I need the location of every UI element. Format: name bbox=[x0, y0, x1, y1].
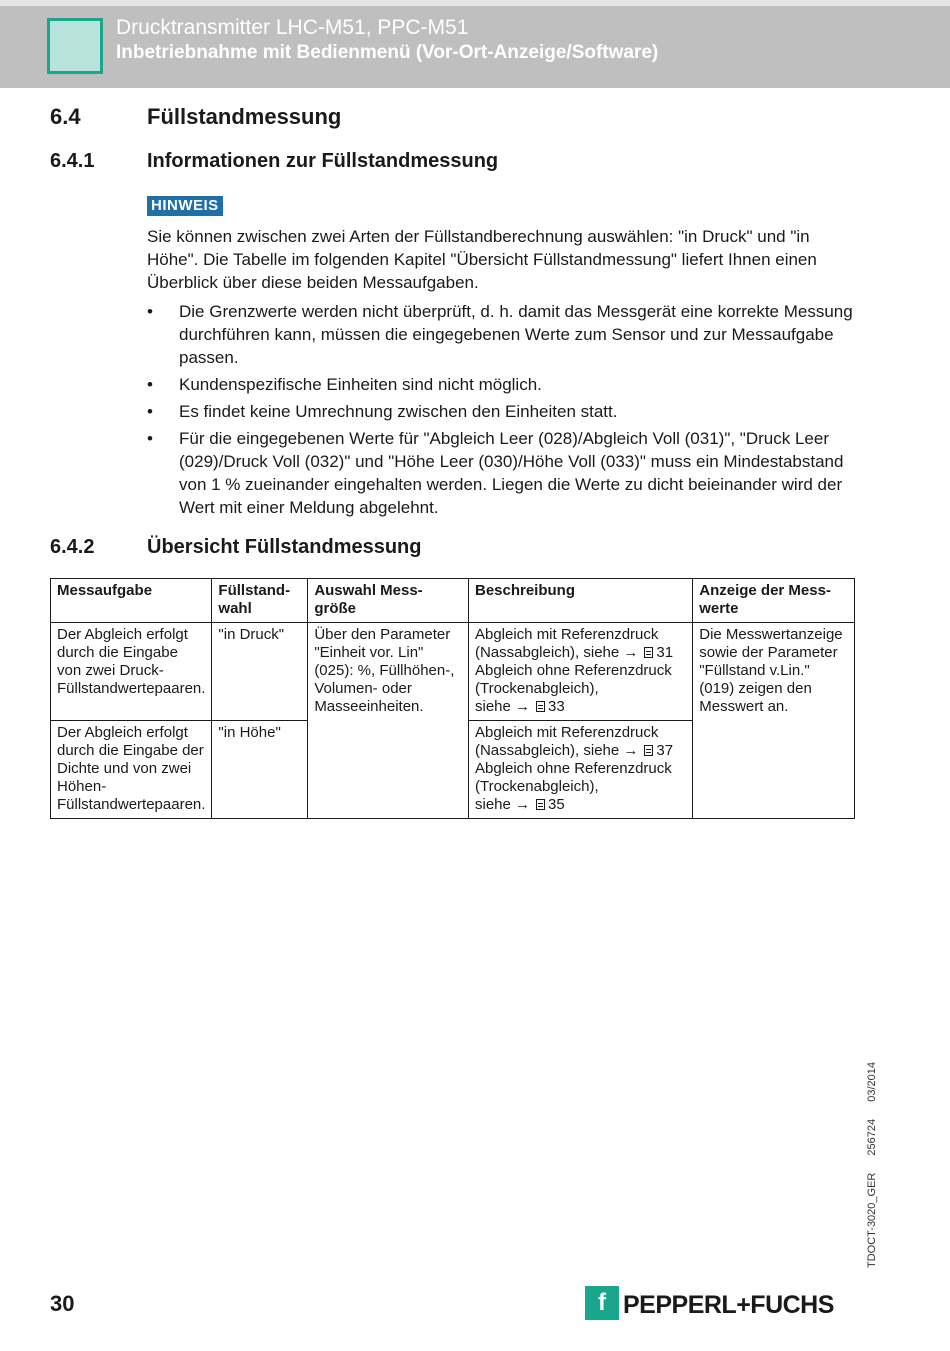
level-choice-cell: "in Höhe" bbox=[212, 721, 308, 819]
intro-paragraph: Sie können zwischen zwei Arten der Füllstandberechnung auswählen: "in Druck" und "in Höhe". Die Tabelle im folgenden Kapitel "Übersicht Füllstandmessung" liefert Ihnen einen Überblick über diese beiden Messaufgaben. bbox=[147, 227, 817, 292]
description-cell bbox=[468, 721, 692, 819]
task-cell: Der Abgleich erfolgt durch die Eingabe von zwei Druck-Füllstandwertepaaren. bbox=[51, 623, 212, 721]
level-measurement-overview-table bbox=[50, 578, 855, 819]
document-date: 03/2014 bbox=[866, 1062, 878, 1102]
description-line bbox=[475, 644, 686, 662]
column-header: Messaufgabe bbox=[51, 579, 212, 623]
unit-selection-cell: Über den Parameter "Einheit vor. Lin" (025): %, Füllhöhen-, Volumen- oder Masseeinheiten. bbox=[308, 623, 469, 819]
document-info bbox=[866, 1018, 878, 1268]
column-header: Beschreibung bbox=[468, 579, 692, 623]
section-number: 6.4.2 bbox=[50, 536, 95, 558]
page-reference-icon bbox=[536, 701, 545, 712]
list-item bbox=[147, 300, 857, 369]
header-title: Drucktransmitter LHC-M51, PPC-M51 bbox=[116, 16, 469, 39]
section-title: Informationen zur Füllstandmessung bbox=[147, 150, 499, 172]
column-header: Auswahl Mess-größe bbox=[308, 579, 469, 623]
table-header-row bbox=[51, 579, 855, 623]
bullet-icon: • bbox=[147, 402, 153, 421]
task-cell: Der Abgleich erfolgt durch die Eingabe der Dichte und von zwei Höhen-Füllstandwertepaaren. bbox=[51, 721, 212, 819]
description-text: (Nassabgleich), siehe bbox=[474, 742, 620, 759]
document-id: TDOCT-3020_GER bbox=[866, 1172, 878, 1268]
description-line bbox=[475, 796, 686, 814]
brand-name: PEPPERL+FUCHS bbox=[623, 1291, 834, 1319]
arrow-icon: → bbox=[515, 698, 531, 715]
description-line: (Trockenabgleich), bbox=[474, 778, 599, 795]
list-item bbox=[147, 373, 857, 396]
list-item-text: Für die eingegebenen Werte für "Abgleich Leer (028)/Abgleich Voll (031)", "Druck Leer (029)/Druck Voll (032)" und "Höhe Leer (030)/Höhe Voll (033)" muss ein Mindestabstand von 1 % zueinander eingehalten werden. Liegen die Werte zu dicht beieinander wird der Wert mit einer Meldung abgelehnt. bbox=[179, 429, 844, 517]
notes-list bbox=[147, 300, 857, 523]
section-title: Füllstandmessung bbox=[147, 104, 342, 129]
bullet-icon: • bbox=[147, 429, 153, 448]
table-row bbox=[51, 623, 855, 721]
description-line: (Trockenabgleich), bbox=[474, 680, 599, 697]
description-cell bbox=[468, 623, 692, 721]
header-subtitle: Inbetriebnahme mit Bedienmenü (Vor-Ort-Anzeige/Software) bbox=[116, 42, 659, 63]
page-reference-icon bbox=[644, 745, 653, 756]
page-reference-link[interactable]: 31 bbox=[656, 644, 674, 661]
notice-badge: HINWEIS bbox=[147, 196, 223, 216]
brand-logo bbox=[585, 1286, 857, 1320]
page-reference-icon bbox=[644, 647, 653, 658]
section-number: 6.4.1 bbox=[50, 150, 95, 172]
bullet-icon: • bbox=[147, 375, 153, 394]
description-text: siehe bbox=[474, 698, 511, 715]
description-line: Abgleich ohne Referenzdruck bbox=[474, 760, 672, 777]
arrow-icon: → bbox=[515, 796, 531, 813]
list-item-text: Die Grenzwerte werden nicht überprüft, d. h. damit das Messgerät eine korrekte Messung durchführen kann, müssen die eingegebenen Werte zum Sensor und zur Messaufgabe passen. bbox=[179, 302, 853, 367]
description-line bbox=[475, 742, 686, 760]
section-number: 6.4 bbox=[50, 104, 81, 129]
header-top-strip bbox=[0, 0, 950, 6]
page-header bbox=[0, 0, 950, 88]
description-text: siehe bbox=[474, 796, 511, 813]
description-text: (Nassabgleich), siehe bbox=[474, 644, 620, 661]
description-line bbox=[475, 698, 686, 716]
page-reference-link[interactable]: 35 bbox=[548, 796, 565, 813]
column-header: Füllstand-wahl bbox=[212, 579, 308, 623]
list-item-text: Kundenspezifische Einheiten sind nicht möglich. bbox=[179, 375, 542, 394]
bullet-icon: • bbox=[147, 302, 153, 321]
list-item bbox=[147, 427, 857, 519]
page-reference-link[interactable]: 33 bbox=[548, 698, 565, 715]
level-choice-cell: "in Druck" bbox=[212, 623, 308, 721]
description-line: Abgleich ohne Referenzdruck bbox=[474, 662, 672, 679]
description-line: Abgleich mit Referenzdruck bbox=[474, 626, 659, 643]
column-header: Anzeige der Mess-werte bbox=[693, 579, 855, 623]
page-reference-icon bbox=[536, 799, 545, 810]
description-line: Abgleich mit Referenzdruck bbox=[474, 724, 659, 741]
list-item-text: Es findet keine Umrechnung zwischen den Einheiten statt. bbox=[179, 402, 618, 421]
list-item bbox=[147, 400, 857, 423]
display-cell: Die Messwertanzeige sowie der Parameter "Füllstand v.Lin." (019) zeigen den Messwert an. bbox=[693, 623, 855, 819]
arrow-icon: → bbox=[623, 742, 639, 759]
document-number: 256724 bbox=[866, 1118, 878, 1156]
chapter-marker-icon bbox=[47, 18, 103, 74]
brand-mark-icon: f bbox=[585, 1286, 619, 1320]
page-reference-link[interactable]: 37 bbox=[656, 742, 674, 759]
page-number: 30 bbox=[50, 1291, 75, 1316]
section-title: Übersicht Füllstandmessung bbox=[147, 536, 422, 558]
arrow-icon: → bbox=[623, 644, 639, 661]
